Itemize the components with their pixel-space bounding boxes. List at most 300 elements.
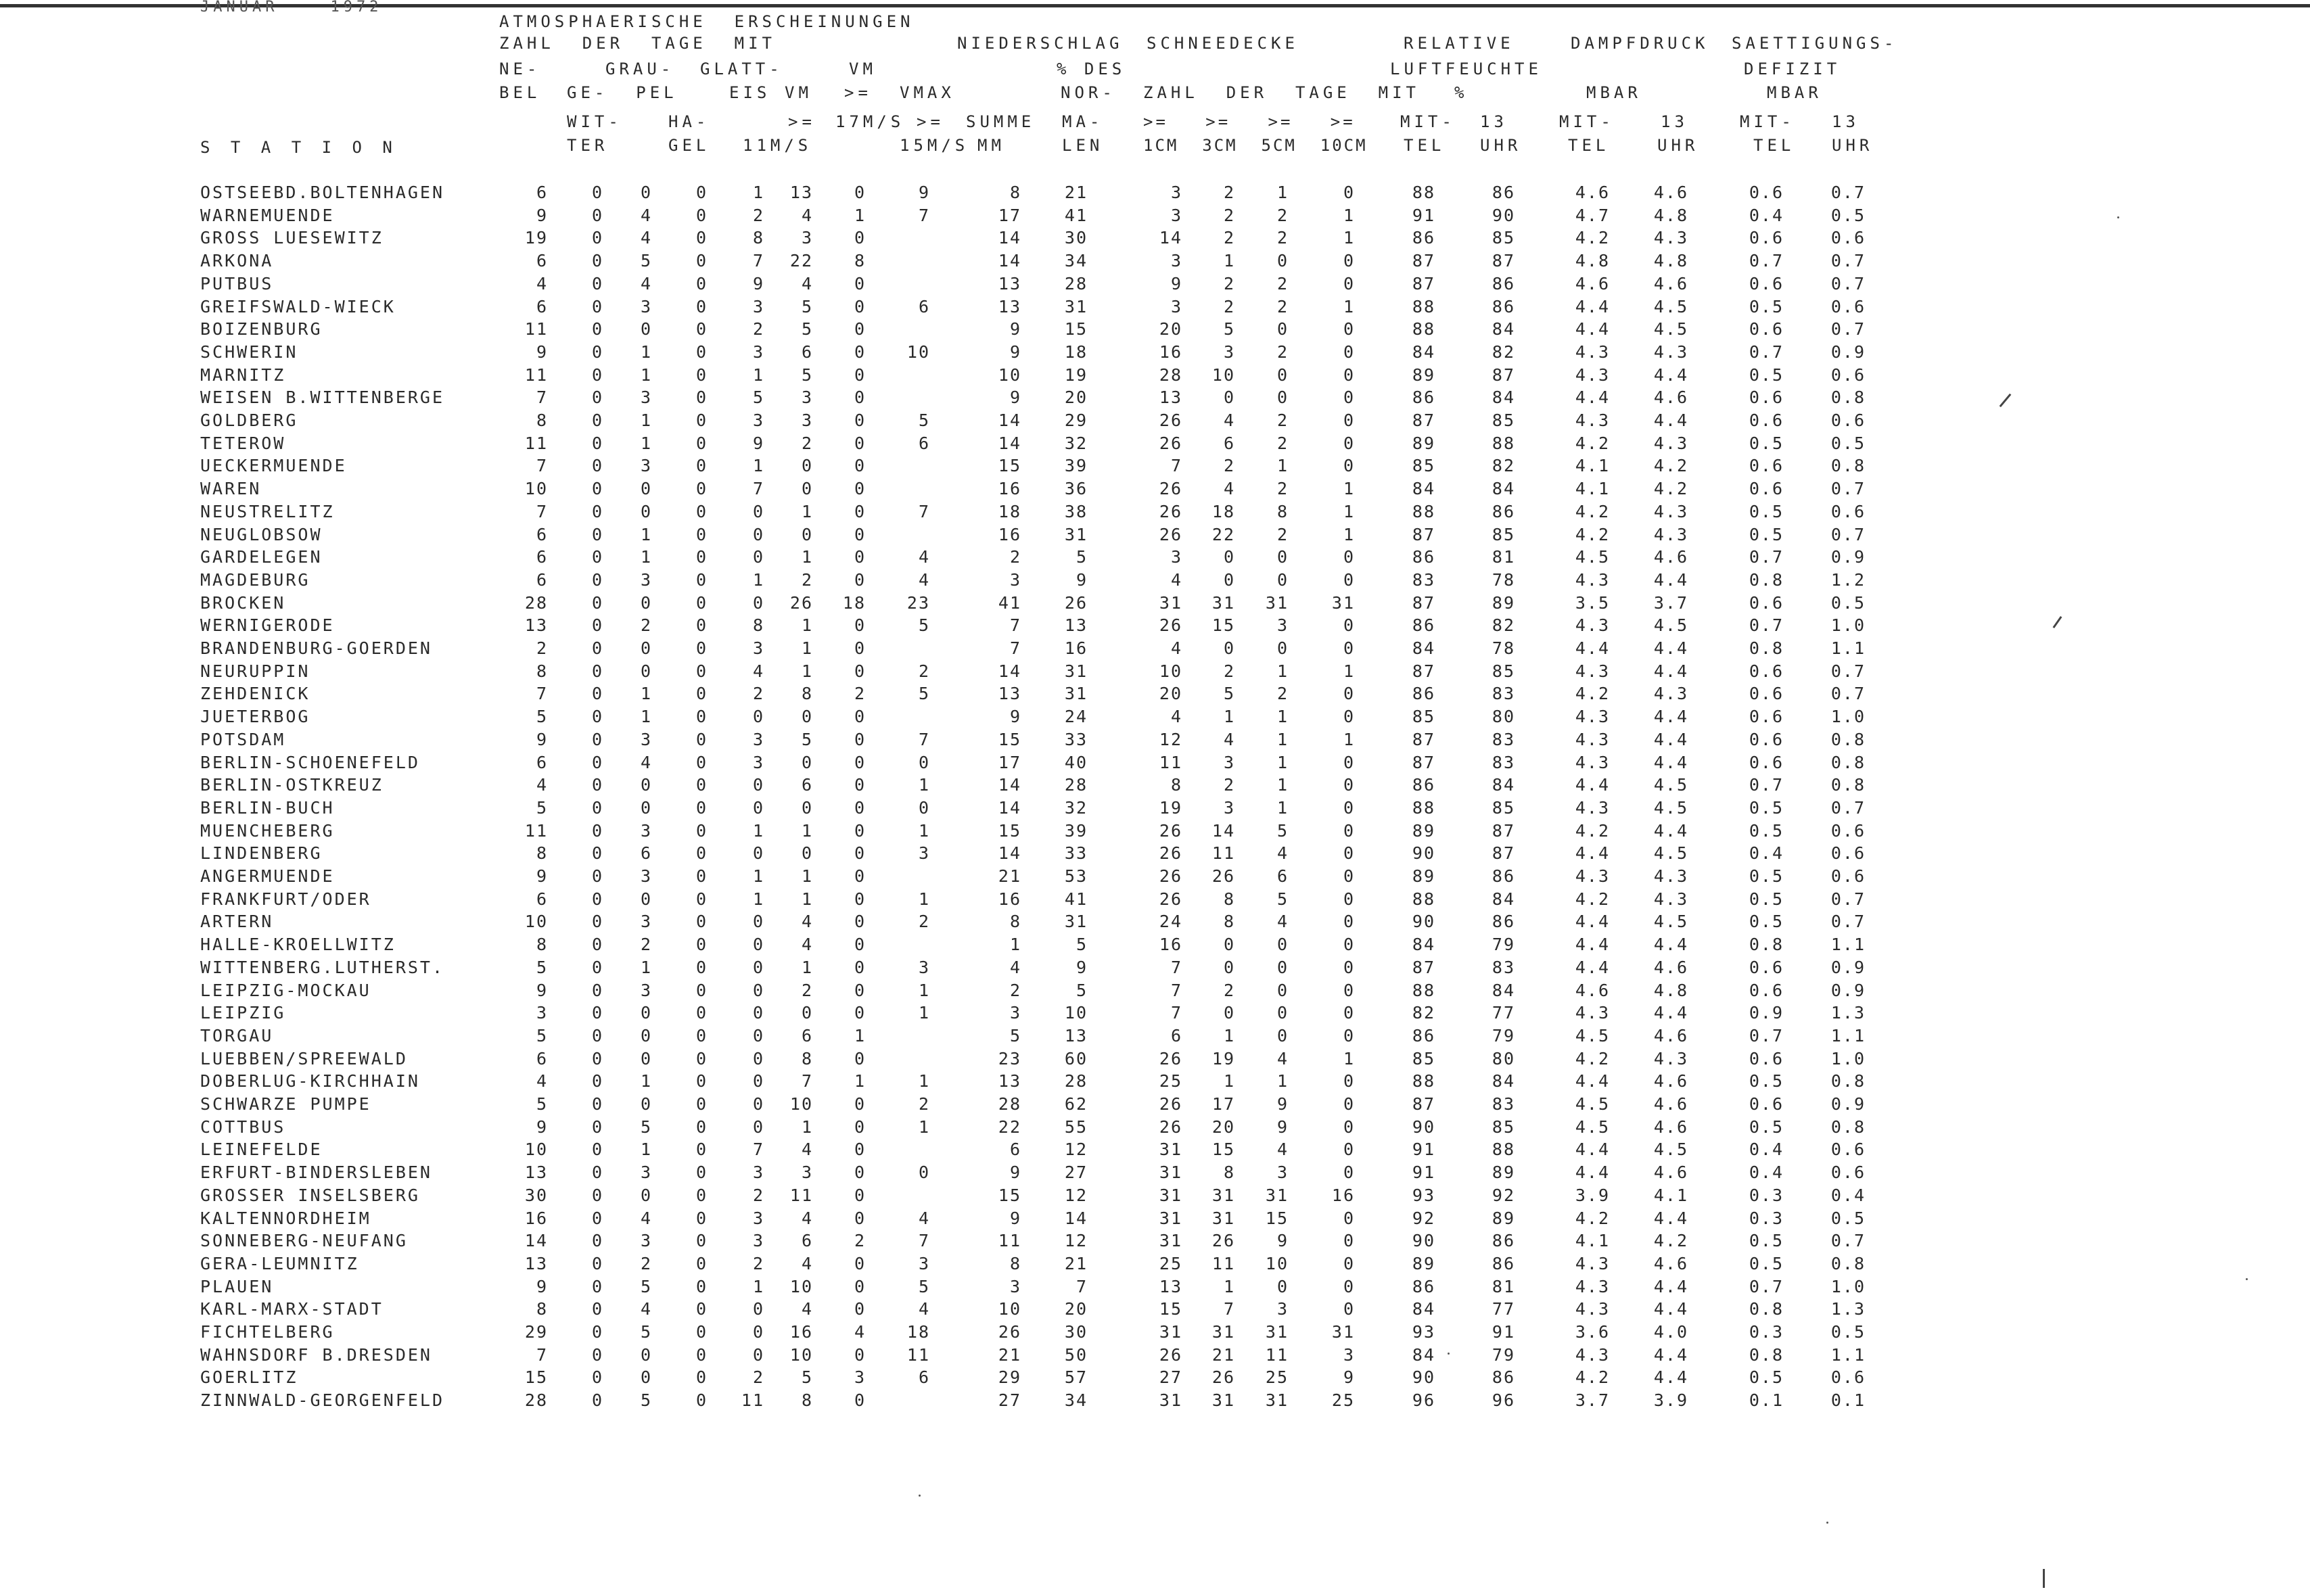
table-cell: 7 xyxy=(536,1345,548,1365)
table-cell: 4.4 xyxy=(1653,410,1688,430)
table-cell: 4 xyxy=(801,1140,813,1159)
table-cell: 1 xyxy=(752,570,764,590)
table-cell: 0 xyxy=(854,1390,866,1410)
scan-speck xyxy=(919,1495,921,1497)
table-cell: 1 xyxy=(801,1117,813,1137)
table-cell: 1 xyxy=(801,638,813,658)
table-cell: 0.6 xyxy=(1749,479,1784,498)
table-cell: 0.6 xyxy=(1749,753,1784,772)
table-cell: 11 xyxy=(789,1186,813,1205)
table-cell: 0.6 xyxy=(1749,958,1784,977)
table-cell: 90 xyxy=(1492,206,1515,225)
table-cell: 31 xyxy=(1265,1186,1289,1205)
table-cell: 0 xyxy=(1276,251,1289,271)
table-cell: 0 xyxy=(695,433,708,453)
table-cell: 0.6 xyxy=(1830,365,1866,385)
table-cell: 0 xyxy=(591,1208,603,1228)
station-name: UECKERMUENDE xyxy=(200,456,347,475)
header-zahl-tage: ZAHL DER TAGE MIT xyxy=(499,34,776,53)
table-cell: 4 xyxy=(640,228,652,248)
table-cell: 85 xyxy=(1492,798,1515,818)
table-cell: 1 xyxy=(918,1003,930,1023)
table-cell: 0.4 xyxy=(1749,1163,1784,1182)
table-cell: 4.6 xyxy=(1653,1254,1688,1273)
table-cell: 0.7 xyxy=(1830,661,1866,681)
table-cell: 4.4 xyxy=(1653,1208,1688,1228)
table-cell: 0 xyxy=(695,479,708,498)
table-cell: 2 xyxy=(752,684,764,703)
table-cell: 0 xyxy=(1276,319,1289,339)
table-cell: 0.7 xyxy=(1830,183,1866,202)
table-cell: 26 xyxy=(1159,615,1182,635)
table-cell: 0 xyxy=(591,1163,603,1182)
table-cell: 0 xyxy=(1223,958,1235,977)
table-cell: 0 xyxy=(854,798,866,818)
table-cell: 4.5 xyxy=(1653,912,1688,931)
table-cell: 89 xyxy=(1492,1163,1515,1182)
table-cell: 5 xyxy=(1076,935,1088,954)
table-cell: 9 xyxy=(536,206,548,225)
table-cell: 0 xyxy=(1343,866,1355,886)
table-cell: 9 xyxy=(752,274,764,294)
table-cell: 3 xyxy=(918,843,930,863)
table-cell: 0 xyxy=(591,707,603,726)
table-cell: 6 xyxy=(536,1049,548,1069)
table-cell: 0 xyxy=(695,1026,708,1046)
station-name: BERLIN-BUCH xyxy=(200,798,335,818)
table-cell: 82 xyxy=(1492,615,1515,635)
table-cell: 2 xyxy=(1276,274,1289,294)
table-cell: 33 xyxy=(1064,843,1088,863)
table-cell: 0 xyxy=(1276,547,1289,567)
table-cell: 4.5 xyxy=(1575,547,1610,567)
table-cell: 11 xyxy=(906,1345,930,1365)
table-cell: 31 xyxy=(1265,593,1289,613)
table-cell: 86 xyxy=(1412,228,1435,248)
table-cell: 0 xyxy=(801,843,813,863)
table-cell: 0 xyxy=(801,753,813,772)
table-cell: 83 xyxy=(1492,684,1515,703)
table-cell: 2 xyxy=(1223,206,1235,225)
table-cell: 1 xyxy=(1276,183,1289,202)
table-cell: 88 xyxy=(1412,889,1435,909)
table-cell: 0.9 xyxy=(1830,342,1866,362)
table-cell: 0 xyxy=(752,547,764,567)
table-cell: 15 xyxy=(1211,615,1235,635)
table-cell: 4.4 xyxy=(1575,297,1610,316)
table-cell: 1 xyxy=(1223,1277,1235,1296)
table-cell: 9 xyxy=(1009,342,1021,362)
table-cell: 3 xyxy=(640,1231,652,1250)
table-cell: 31 xyxy=(1331,593,1355,613)
table-cell: 0.8 xyxy=(1749,1299,1784,1319)
table-cell: 0 xyxy=(1343,889,1355,909)
table-cell: 0 xyxy=(695,1390,708,1410)
table-cell: 4.3 xyxy=(1575,570,1610,590)
table-cell: 60 xyxy=(1064,1049,1088,1069)
table-cell: 0.6 xyxy=(1830,410,1866,430)
table-cell: 88 xyxy=(1412,981,1435,1000)
table-cell: 4.2 xyxy=(1653,456,1688,475)
table-cell: 25 xyxy=(1159,1254,1182,1273)
table-cell: 1.1 xyxy=(1830,935,1866,954)
table-cell: 4.6 xyxy=(1653,1163,1688,1182)
table-cell: 34 xyxy=(1064,251,1088,271)
table-cell: 2 xyxy=(1276,228,1289,248)
table-cell: 0 xyxy=(1276,570,1289,590)
table-cell: 86 xyxy=(1492,1231,1515,1250)
table-cell: 1 xyxy=(640,433,652,453)
header-normalen-2: MA- xyxy=(1062,112,1104,131)
table-cell: 0 xyxy=(854,342,866,362)
table-cell: 0 xyxy=(591,730,603,749)
table-cell: 0 xyxy=(752,958,764,977)
table-cell: 0.8 xyxy=(1749,570,1784,590)
table-cell: 0 xyxy=(1343,615,1355,635)
table-cell: 0.7 xyxy=(1749,775,1784,795)
station-name: WERNIGERODE xyxy=(200,615,335,635)
table-cell: 9 xyxy=(536,1277,548,1296)
table-cell: 5 xyxy=(640,1277,652,1296)
table-cell: 23 xyxy=(906,593,930,613)
table-cell: 23 xyxy=(998,1049,1021,1069)
table-cell: 26 xyxy=(1159,1345,1182,1365)
table-cell: 1 xyxy=(1343,206,1355,225)
table-cell: 15 xyxy=(998,821,1021,841)
table-cell: 14 xyxy=(998,798,1021,818)
table-cell: 25 xyxy=(1331,1390,1355,1410)
table-cell: 1 xyxy=(1343,730,1355,749)
table-cell: 93 xyxy=(1412,1186,1435,1205)
table-cell: 91 xyxy=(1412,206,1435,225)
table-cell: 26 xyxy=(1159,821,1182,841)
table-cell: 9 xyxy=(1276,1231,1289,1250)
table-cell: 11 xyxy=(1159,753,1182,772)
table-cell: 0.6 xyxy=(1749,456,1784,475)
table-cell: 0 xyxy=(591,981,603,1000)
table-cell: 89 xyxy=(1412,821,1435,841)
table-cell: 4.4 xyxy=(1575,1071,1610,1091)
table-cell: 1 xyxy=(1276,707,1289,726)
table-cell: 4.6 xyxy=(1653,958,1688,977)
table-cell: 4.8 xyxy=(1653,251,1688,271)
table-cell: 30 xyxy=(1064,1322,1088,1342)
table-cell: 4.2 xyxy=(1575,1208,1610,1228)
table-cell: 13 xyxy=(998,1071,1021,1091)
table-cell: 8 xyxy=(536,1299,548,1319)
table-cell: 90 xyxy=(1412,912,1435,931)
table-cell: 82 xyxy=(1492,342,1515,362)
table-cell: 0 xyxy=(640,1345,652,1365)
station-name: TETEROW xyxy=(200,433,286,453)
table-cell: 9 xyxy=(1009,388,1021,407)
table-cell: 0.7 xyxy=(1749,251,1784,271)
station-name: BOIZENBURG xyxy=(200,319,323,339)
table-cell: 0 xyxy=(591,1003,603,1023)
table-cell: 0 xyxy=(752,525,764,544)
table-cell: 0.7 xyxy=(1830,684,1866,703)
header-vm-17: 17M/S xyxy=(835,112,905,131)
table-cell: 0 xyxy=(695,707,708,726)
table-cell: 0 xyxy=(591,456,603,475)
table-cell: 4 xyxy=(640,274,652,294)
table-cell: 0 xyxy=(640,1186,652,1205)
table-cell: 9 xyxy=(752,433,764,453)
table-cell: 4 xyxy=(1223,730,1235,749)
table-cell: 1 xyxy=(801,866,813,886)
table-cell: 4 xyxy=(801,1299,813,1319)
table-cell: 4 xyxy=(752,661,764,681)
table-cell: 0 xyxy=(1343,753,1355,772)
table-cell: 7 xyxy=(1170,958,1182,977)
table-cell: 0 xyxy=(752,843,764,863)
station-name: WEISEN B.WITTENBERGE xyxy=(200,388,445,407)
table-cell: 11 xyxy=(998,1231,1021,1250)
table-cell: 34 xyxy=(1064,1390,1088,1410)
table-cell: 0.8 xyxy=(1830,775,1866,795)
table-cell: 88 xyxy=(1412,502,1435,521)
table-cell: 0.6 xyxy=(1830,228,1866,248)
table-cell: 4.4 xyxy=(1575,1140,1610,1159)
table-cell: 0 xyxy=(695,228,708,248)
header-saett-uhr: UHR xyxy=(1832,136,1874,155)
table-cell: 0 xyxy=(1343,843,1355,863)
table-cell: 6 xyxy=(918,1367,930,1387)
table-cell: 31 xyxy=(1211,1390,1235,1410)
header-graupel-2: GE- PEL xyxy=(567,83,678,102)
table-cell: 5 xyxy=(752,388,764,407)
table-cell: 26 xyxy=(998,1322,1021,1342)
table-cell: 0.9 xyxy=(1830,1094,1866,1114)
table-cell: 24 xyxy=(1064,707,1088,726)
table-cell: 0.3 xyxy=(1749,1186,1784,1205)
table-cell: 87 xyxy=(1492,365,1515,385)
table-cell: 9 xyxy=(918,183,930,202)
table-cell: 0 xyxy=(1276,638,1289,658)
table-cell: 2 xyxy=(1223,981,1235,1000)
table-cell: 0.6 xyxy=(1830,502,1866,521)
table-cell: 0 xyxy=(854,274,866,294)
table-cell: 0 xyxy=(695,1208,708,1228)
table-cell: 26 xyxy=(1159,1117,1182,1137)
table-cell: 8 xyxy=(1009,183,1021,202)
header-saett-mbar: MBAR xyxy=(1767,83,1822,102)
table-cell: 0 xyxy=(854,912,866,931)
header-atmos: ATMOSPHAERISCHE ERSCHEINUNGEN xyxy=(499,12,915,31)
station-name: HALLE-KROELLWITZ xyxy=(200,935,396,954)
table-cell: 27 xyxy=(1159,1367,1182,1387)
table-cell: 0 xyxy=(591,821,603,841)
table-cell: 0.5 xyxy=(1749,525,1784,544)
table-cell: 4.3 xyxy=(1575,661,1610,681)
table-cell: 0 xyxy=(854,319,866,339)
table-cell: 0 xyxy=(591,1094,603,1114)
table-cell: 79 xyxy=(1492,1345,1515,1365)
table-cell: 1 xyxy=(801,958,813,977)
table-cell: 6 xyxy=(1276,866,1289,886)
table-cell: 38 xyxy=(1064,502,1088,521)
table-cell: 0 xyxy=(801,456,813,475)
table-cell: 4.3 xyxy=(1575,1277,1610,1296)
table-cell: 0 xyxy=(695,981,708,1000)
table-cell: 0.6 xyxy=(1749,183,1784,202)
table-cell: 7 xyxy=(1170,1003,1182,1023)
table-cell: 0.5 xyxy=(1830,1208,1866,1228)
table-cell: 26 xyxy=(1211,866,1235,886)
table-cell: 33 xyxy=(1064,730,1088,749)
table-cell: 7 xyxy=(918,1231,930,1250)
station-name: GARDELEGEN xyxy=(200,547,323,567)
table-cell: 0 xyxy=(640,798,652,818)
table-cell: 2 xyxy=(801,433,813,453)
table-cell: 0 xyxy=(918,753,930,772)
table-cell: 1 xyxy=(1343,661,1355,681)
table-cell: 0 xyxy=(1343,1254,1355,1273)
station-name: GROSSER INSELSBERG xyxy=(200,1186,420,1205)
table-cell: 0 xyxy=(591,1071,603,1091)
table-cell: 83 xyxy=(1492,1094,1515,1114)
table-cell: 4 xyxy=(918,1299,930,1319)
table-cell: 2 xyxy=(1276,342,1289,362)
table-cell: 1 xyxy=(752,889,764,909)
table-cell: 8 xyxy=(801,1049,813,1069)
table-cell: 16 xyxy=(789,1322,813,1342)
header-damp-mit: MIT- xyxy=(1559,112,1615,131)
table-cell: 26 xyxy=(1211,1231,1235,1250)
table-cell: 4 xyxy=(1170,707,1182,726)
table-cell: 0.5 xyxy=(1749,912,1784,931)
table-cell: 4.7 xyxy=(1575,206,1610,225)
table-cell: 91 xyxy=(1492,1322,1515,1342)
table-cell: 4.2 xyxy=(1653,479,1688,498)
table-cell: 0 xyxy=(854,410,866,430)
table-cell: 0 xyxy=(695,615,708,635)
scan-mark xyxy=(2000,394,2012,407)
table-cell: 4 xyxy=(640,206,652,225)
table-cell: 0 xyxy=(695,342,708,362)
table-cell: 0 xyxy=(1276,365,1289,385)
table-cell: 4 xyxy=(1276,1049,1289,1069)
table-cell: 0 xyxy=(695,730,708,749)
table-cell: 1.0 xyxy=(1830,615,1866,635)
table-cell: 0 xyxy=(695,319,708,339)
table-cell: 3 xyxy=(801,1163,813,1182)
table-cell: 4.2 xyxy=(1653,1231,1688,1250)
table-cell: 14 xyxy=(1064,1208,1088,1228)
header-glatteis-1: GLATT- xyxy=(700,60,783,78)
table-cell: 4.5 xyxy=(1575,1026,1610,1046)
header-schnee-ge: >= >= >= >= xyxy=(1143,112,1356,131)
table-cell: 0 xyxy=(1223,388,1235,407)
table-cell: 1 xyxy=(640,707,652,726)
table-cell: 0 xyxy=(695,1345,708,1365)
table-cell: 26 xyxy=(1159,525,1182,544)
table-cell: 0.7 xyxy=(1830,525,1866,544)
table-cell: 0.8 xyxy=(1830,1254,1866,1273)
station-name: COTTBUS xyxy=(200,1117,286,1137)
table-cell: 0 xyxy=(640,1094,652,1114)
table-cell: 18 xyxy=(842,593,866,613)
table-cell: 12 xyxy=(1064,1140,1088,1159)
table-cell: 6 xyxy=(640,843,652,863)
table-cell: 57 xyxy=(1064,1367,1088,1387)
table-cell: 0 xyxy=(695,958,708,977)
table-cell: 80 xyxy=(1492,1049,1515,1069)
table-cell: 0.8 xyxy=(1749,935,1784,954)
table-cell: 0 xyxy=(1343,183,1355,202)
table-cell: 8 xyxy=(752,615,764,635)
table-cell: 87 xyxy=(1412,958,1435,977)
table-cell: 0.8 xyxy=(1830,1117,1866,1137)
table-cell: 3.7 xyxy=(1653,593,1688,613)
table-cell: 89 xyxy=(1492,593,1515,613)
table-cell: 9 xyxy=(1276,1117,1289,1137)
table-cell: 6 xyxy=(801,775,813,795)
table-cell: 26 xyxy=(1159,1049,1182,1069)
table-cell: 8 xyxy=(752,228,764,248)
header-vmax: VMAX xyxy=(900,83,955,102)
table-cell: 18 xyxy=(1064,342,1088,362)
table-cell: 0.5 xyxy=(1749,866,1784,886)
table-cell: 16 xyxy=(1159,342,1182,362)
table-cell: 0 xyxy=(591,638,603,658)
table-cell: 28 xyxy=(524,1390,548,1410)
table-cell: 1 xyxy=(752,866,764,886)
table-cell: 4.6 xyxy=(1653,274,1688,294)
table-cell: 4.4 xyxy=(1653,1299,1688,1319)
table-cell: 0 xyxy=(1343,981,1355,1000)
table-cell: 1 xyxy=(640,958,652,977)
table-cell: 84 xyxy=(1412,638,1435,658)
table-cell: 5 xyxy=(801,319,813,339)
table-cell: 13 xyxy=(1159,1277,1182,1296)
table-cell: 0 xyxy=(640,593,652,613)
table-cell: 8 xyxy=(854,251,866,271)
table-cell: 4.0 xyxy=(1653,1322,1688,1342)
table-cell: 0 xyxy=(854,297,866,316)
table-cell: 7 xyxy=(801,1071,813,1091)
table-cell: 1 xyxy=(1223,707,1235,726)
table-cell: 0 xyxy=(695,638,708,658)
table-cell: 0 xyxy=(591,684,603,703)
table-cell: 0.7 xyxy=(1830,889,1866,909)
table-cell: 5 xyxy=(1076,981,1088,1000)
table-cell: 0 xyxy=(752,935,764,954)
table-cell: 0.5 xyxy=(1830,1322,1866,1342)
table-cell: 6 xyxy=(801,342,813,362)
table-cell: 3 xyxy=(1223,753,1235,772)
table-cell: 3 xyxy=(640,297,652,316)
table-cell: 4.2 xyxy=(1575,525,1610,544)
header-glatteis-2: EIS xyxy=(729,83,771,102)
table-cell: 1 xyxy=(801,889,813,909)
table-cell: 0 xyxy=(854,1277,866,1296)
table-cell: 0 xyxy=(1343,912,1355,931)
station-name: LINDENBERG xyxy=(200,843,323,863)
table-cell: 0.5 xyxy=(1749,297,1784,316)
table-cell: 41 xyxy=(1064,206,1088,225)
table-cell: 15 xyxy=(524,1367,548,1387)
table-cell: 0.3 xyxy=(1749,1208,1784,1228)
table-cell: 4.2 xyxy=(1575,821,1610,841)
table-cell: 12 xyxy=(1159,730,1182,749)
table-cell: 0 xyxy=(752,1049,764,1069)
header-vmax-15: 15M/S xyxy=(900,136,969,155)
table-cell: 0 xyxy=(695,684,708,703)
table-cell: 0.6 xyxy=(1749,388,1784,407)
table-cell: 0.8 xyxy=(1830,753,1866,772)
table-cell: 4 xyxy=(640,753,652,772)
